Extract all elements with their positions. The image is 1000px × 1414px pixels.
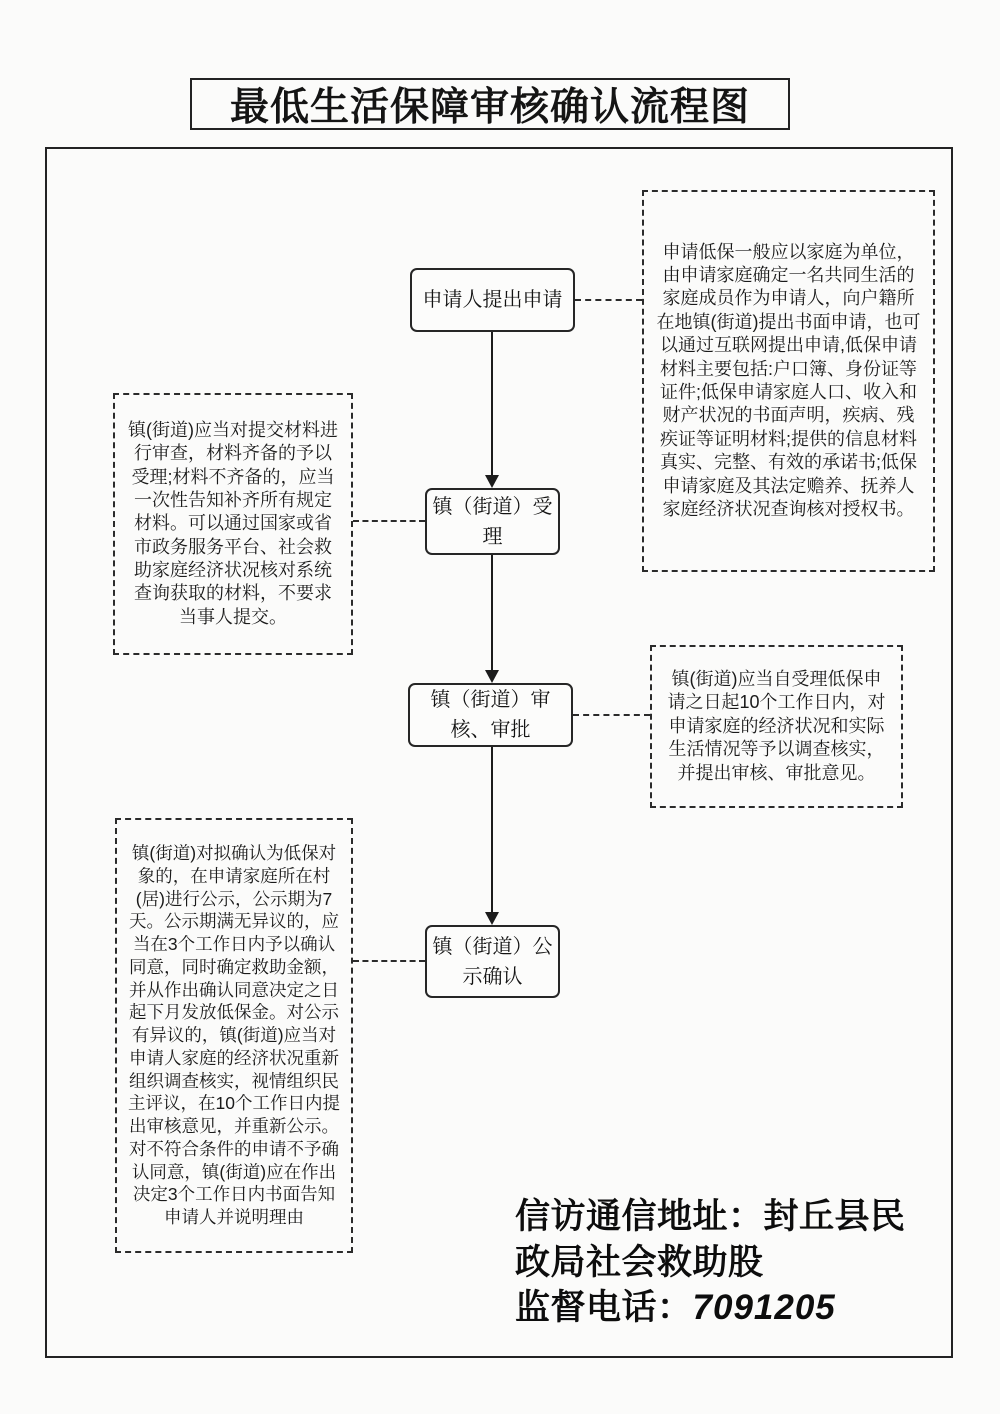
arrow-down-icon xyxy=(485,670,499,683)
note-publicity-procedure-text: 镇(街道)对拟确认为低保对象的，在申请家庭所在村(居)进行公示，公示期为7天。公示期满无异议的，应当在3个工作日内予以确认同意，同时确定救助金额，并从作出确认同意决定之日起下月发放低保金。对公示有异议的，镇(街道)应当对申请人家庭的经济状况重新组织调查核实，视情组织民主评议，在10个工作日内提出审核意见，并重新公示。对不符合条件的申请不予确认同意，镇(街道)应在作出决定3个工作日内书面告知申请人并说明理由 xyxy=(128,843,340,1228)
dashed-connector-step1-note1 xyxy=(575,299,642,301)
dashed-connector-step3-note3 xyxy=(573,714,650,716)
page-title: 最低生活保障审核确认流程图 xyxy=(190,78,790,130)
node-applicant-submits: 申请人提出申请 xyxy=(410,268,575,332)
note-investigation-deadline-text: 镇(街道)应当自受理低保申请之日起10个工作日内，对申请家庭的经济状况和实际生活情况等予以调查核实，并提出审核、审批意见。 xyxy=(667,669,886,783)
connector-line-step1-step2 xyxy=(491,332,493,477)
arrow-down-icon xyxy=(485,475,499,488)
connector-line-step2-step3 xyxy=(491,555,493,672)
note-material-review-text: 镇(街道)应当对提交材料进行审查，材料齐备的予以受理;材料不齐备的，应当一次性告知补齐所有规定材料。可以通过国家或省市政务服务平台、社会救助家庭经济状况核对系统查询获取的材料，不要求当事人提交。 xyxy=(128,419,338,627)
note-application-requirements-text: 申请低保一般应以家庭为单位，由申请家庭确定一名共同生活的家庭成员作为申请人，向户籍所在地镇(街道)提出书面申请，也可以通过互联网提出申请,低保申请材料主要包括:户口簿、身份证等证件;低保申请家庭人口、收入和财产状况的书面声明，疾病、残疾证等证明材料;提供的信息材料真实、完整、有效的承诺书;低保申请家庭及其法定赡养、抚养人家庭经济状况查询核对授权书。 xyxy=(656,241,921,519)
dashed-connector-note2-step2 xyxy=(353,520,425,522)
note-application-requirements xyxy=(642,190,935,572)
contact-phone-number: 7091205 xyxy=(692,1288,836,1327)
arrow-down-icon xyxy=(485,912,499,925)
note-publicity-procedure xyxy=(115,818,353,1253)
node-town-acceptance: 镇（街道）受理 xyxy=(425,488,560,555)
contact-phone-line xyxy=(515,1285,919,1331)
note-investigation-deadline xyxy=(650,645,903,808)
node-town-publicity-confirm: 镇（街道）公示确认 xyxy=(425,925,560,998)
contact-block xyxy=(515,1194,919,1331)
connector-line-step3-step4 xyxy=(491,747,493,914)
dashed-connector-note4-step4 xyxy=(353,960,425,962)
note-material-review xyxy=(113,393,353,655)
contact-phone-label: 监督电话： xyxy=(515,1288,693,1327)
contact-address: 信访通信地址：封丘县民政局社会救助股 xyxy=(515,1197,906,1282)
node-town-review-approval: 镇（街道）审核、审批 xyxy=(408,683,573,747)
